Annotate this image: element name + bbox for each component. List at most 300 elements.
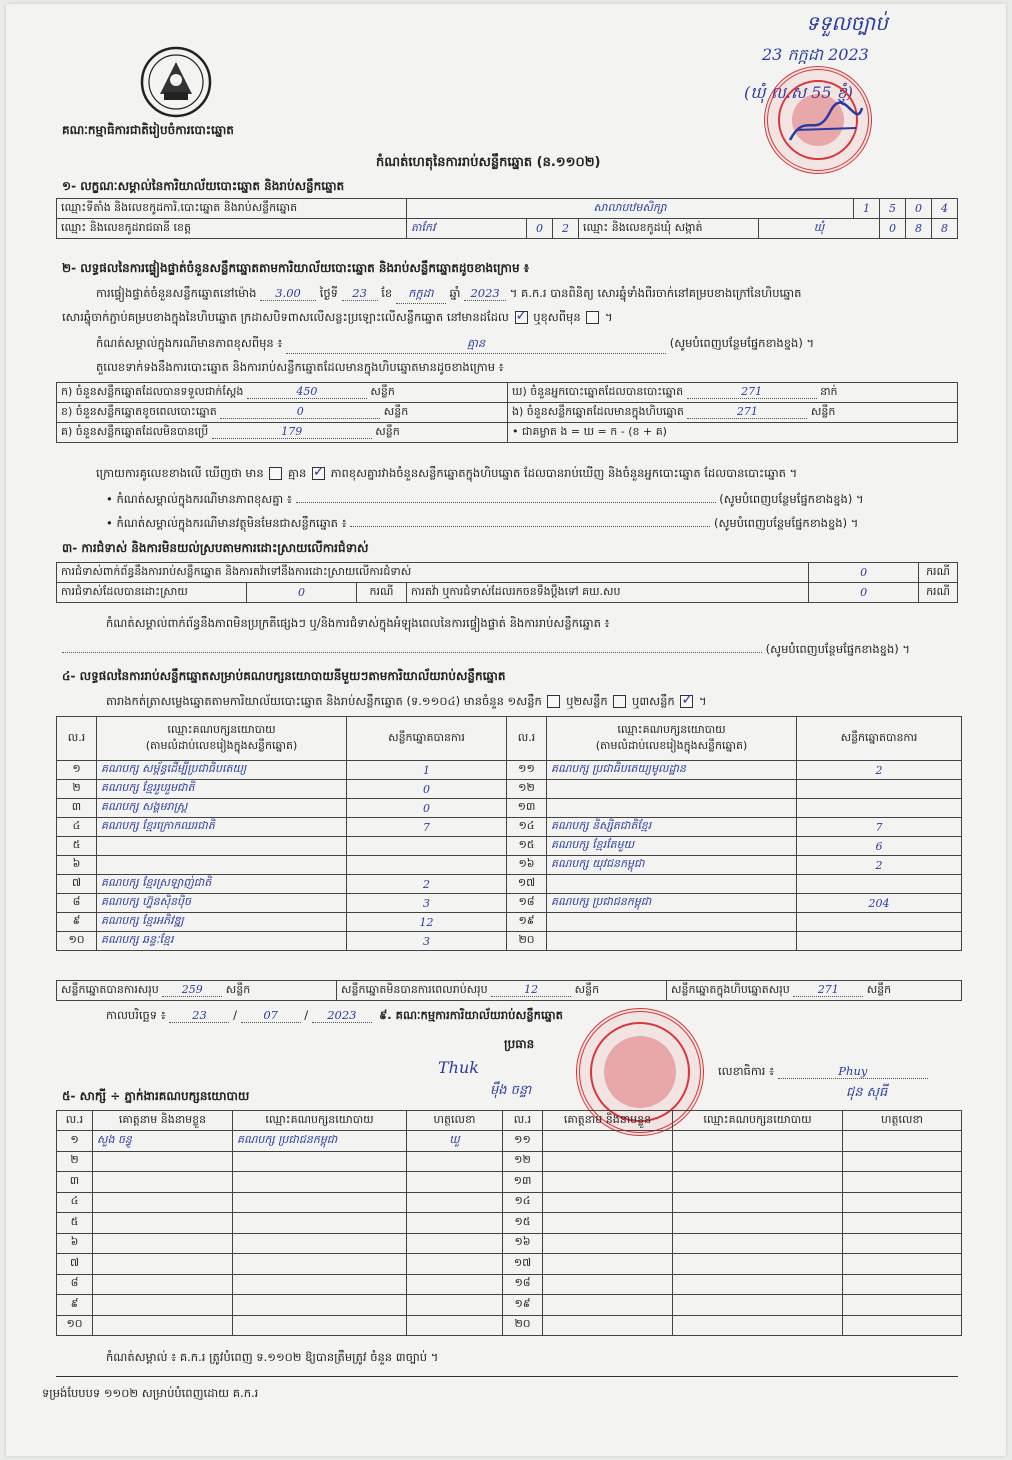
w-row-name-right xyxy=(543,1295,673,1316)
w-row-no-left: ១០ xyxy=(57,1315,93,1336)
w-row-sign-left xyxy=(407,1192,503,1213)
w-row-sign-left xyxy=(407,1254,503,1275)
w-row-name-right xyxy=(543,1192,673,1213)
one-sheet-checkbox[interactable] xyxy=(547,695,560,708)
witness-table xyxy=(56,1110,962,1336)
w-row-name-left xyxy=(93,1295,233,1316)
form-title: កំណត់ហេតុនៃការរាប់សន្លឹកឆ្នោត (ន.១១០២) xyxy=(376,155,601,170)
total-box-cell xyxy=(667,981,962,1001)
bullet2-label: • កំណត់សម្គាល់ក្នុងករណីមានវត្ថុមិនមែនជាសន្លឹកឆ្នោត ៖ xyxy=(106,516,347,530)
note1-value: គ្មាន xyxy=(286,336,666,354)
footnote: កំណត់សម្គាល់ ៖ គ.ក.រ ត្រូវបំពេញ ទ.១១០២ ឱ្យបានត្រឹមត្រូវ ចំនួន ៣ច្បាប់ ។ xyxy=(106,1350,439,1364)
received-note: ទទួលច្បាប់ xyxy=(806,11,888,35)
location-code-2: 5 xyxy=(880,199,906,219)
section4-title: ៤- លទ្ធផលនៃការរាប់សន្លឹកឆ្នោតសម្រាប់គណបក្សនយោបាយនីមួយៗតាមការិយាល័យរាប់សន្លឹកឆ្នោត xyxy=(62,669,506,683)
w-row-sign-right xyxy=(843,1213,962,1234)
section1-title: ១- លក្ខណៈសម្គាល់នៃការិយាល័យបោះឆ្នោត និងរាប់សន្លឹកឆ្នោត xyxy=(62,179,345,193)
seal-changed-label: ឬខុសពីមុន xyxy=(533,310,581,324)
col-party-right-title: ឈ្មោះគណបក្សនយោបាយ xyxy=(617,722,726,736)
complaints-unit: ករណី xyxy=(919,563,958,583)
w-row-no-right: ១៤ xyxy=(503,1192,543,1213)
row-party-left: គណបក្ស ខ្មែរអភិវឌ្ឍ xyxy=(97,913,347,932)
w-row-name-left xyxy=(93,1254,233,1275)
date-day: 23 xyxy=(169,1008,229,1023)
w-row-name-left: សួង ចន្ធូ xyxy=(93,1131,233,1152)
row-no-right: ១៣ xyxy=(507,799,547,818)
compare-rest: ភាពខុសគ្នារវាងចំនួនសន្លឹកឆ្នោតក្នុងហិបឆ្នោត ដែលបានរាប់ឃើញ និងចំនួនអ្នកបោះឆ្នោត ដែលបានបោះឆ្នោត ។ xyxy=(330,466,798,480)
bullet1-label: • កំណត់សម្គាល់ក្នុងករណីមានភាពខុសគ្នា ៖ xyxy=(106,492,292,506)
total-invalid-unit: សន្លឹក xyxy=(574,982,600,996)
commune-value: ឃុំ xyxy=(759,219,880,239)
w-row-sign-right xyxy=(843,1192,962,1213)
secretary-signature: Phuy xyxy=(778,1064,928,1079)
verification-month-label: ខែ xyxy=(381,286,393,300)
row-votes-left: 12 xyxy=(347,913,507,932)
unused-ballots-label: គ) ចំនួនសន្លឹកឆ្នោតដែលមិនបានប្រើ xyxy=(61,424,209,438)
box-ballots-cell xyxy=(508,403,958,423)
row-no-right: ១៧ xyxy=(507,875,547,894)
section3-title: ៣- ការជំទាស់ និងការមិនយល់ស្របតាមការដោះស្រាយលើការជំទាស់ xyxy=(62,541,369,555)
w-row-party-right xyxy=(673,1274,843,1295)
bullet1-suffix: (សូមបំពេញបន្ថែមផ្នែកខាងខ្នង) ។ xyxy=(719,492,864,506)
w-row-no-right: ១៩ xyxy=(503,1295,543,1316)
total-valid-label: សន្លឹកឆ្នោតបានការសរុប xyxy=(61,982,159,996)
resolved-unit: ករណី xyxy=(357,583,407,603)
w-row-name-right xyxy=(543,1274,673,1295)
verification-year: 2023 xyxy=(464,286,506,301)
difference-yes-checkbox[interactable] xyxy=(269,467,282,480)
row-no-left: ៥ xyxy=(57,837,97,856)
w-row-party-left: គណបក្ស ប្រជាជនកម្ពុជា xyxy=(233,1131,407,1152)
w-row-party-left xyxy=(233,1172,407,1193)
spoiled-ballots-cell xyxy=(57,403,508,423)
w-row-sign-right xyxy=(843,1274,962,1295)
w-row-sign-right xyxy=(843,1315,962,1336)
province-code-2: 2 xyxy=(553,219,579,239)
w-row-sign-right xyxy=(843,1131,962,1152)
row-votes-right xyxy=(797,799,962,818)
compare-label: ក្រោយការគូលេខខាងលើ ឃើញថា មាន xyxy=(96,466,264,480)
w-row-party-right xyxy=(673,1233,843,1254)
row-party-left: គណបក្ស សម្ព័ន្ធដើម្បីប្រជាធិបតេយ្យ xyxy=(97,761,347,780)
col-party-left-sub: (តាមលំដាប់លេខរៀងក្នុងសន្លឹកឆ្នោត) xyxy=(145,738,298,752)
verification-time-label: ការផ្ទៀងផ្ទាត់ចំនួនសន្លឹកឆ្នោតនៅម៉ោង xyxy=(96,286,257,300)
table-row xyxy=(57,780,962,799)
section1-table xyxy=(56,198,958,239)
verification-time: 3.00 xyxy=(260,286,316,301)
section4-intro-line: តារាងកត់ត្រាសម្លេងឆ្នោតតាមការិយាល័យបោះឆ្នោត និងរាប់សន្លឹកឆ្នោត (ទ.១១០៤) មានចំនួន ១សន្លឹក ឬ២សន្លឹក ឬ៣សន្លឹក ✓ ។ xyxy=(106,694,707,711)
w-col-name-right: គោត្តនាម និងនាមខ្លួន xyxy=(543,1111,673,1131)
w-row-name-left xyxy=(93,1315,233,1336)
w-row-party-right xyxy=(673,1315,843,1336)
w-row-no-right: ១៦ xyxy=(503,1233,543,1254)
w-row-no-left: ១ xyxy=(57,1131,93,1152)
w-row-party-left xyxy=(233,1151,407,1172)
w-row-no-left: ៩ xyxy=(57,1295,93,1316)
w-row-sign-left xyxy=(407,1151,503,1172)
col-votes-left: សន្លឹកឆ្នោតបានការ xyxy=(347,717,507,761)
formula-cell: • ជាគម្លាត ង = ឃ = ក - (ខ + គ) xyxy=(508,423,958,443)
box-ballots-value: 271 xyxy=(687,405,807,419)
party-results-body xyxy=(57,761,962,951)
w-col-name-left: គោត្តនាម និងនាមខ្លួន xyxy=(93,1111,233,1131)
received-date: 23 កក្កដា 2023 xyxy=(762,45,869,64)
w-col-sign-right: ហត្ថលេខា xyxy=(843,1111,962,1131)
row-votes-right: 6 xyxy=(797,837,962,856)
table-row xyxy=(57,1274,962,1295)
voters-label: ឃ) ចំនួនអ្នកបោះឆ្នោតដែលបានបោះឆ្នោត xyxy=(512,384,684,398)
col-votes-right: សន្លឹកឆ្នោតបានការ xyxy=(797,717,962,761)
w-row-name-right xyxy=(543,1315,673,1336)
w-col-party-right: ឈ្មោះគណបក្សនយោបាយ xyxy=(673,1111,843,1131)
appeal-value: 0 xyxy=(809,583,919,603)
row-party-left xyxy=(97,856,347,875)
row-no-left: ៣ xyxy=(57,799,97,818)
three-sheets-checkbox[interactable] xyxy=(680,695,693,708)
province-code-1: 0 xyxy=(527,219,553,239)
row-party-right: គណបក្ស ខ្មែរតែមួយ xyxy=(547,837,797,856)
figures-table xyxy=(56,382,958,443)
w-row-sign-left xyxy=(407,1295,503,1316)
committee-label: ៩. គណៈកម្មការការិយាល័យរាប់សន្លឹកឆ្នោត xyxy=(379,1008,563,1022)
two-sheets-label: ឬ២សន្លឹក xyxy=(566,694,608,708)
table-row xyxy=(57,1131,962,1152)
complaints-label: ការជំទាស់ពាក់ព័ន្ធនឹងការរាប់សន្លឹកឆ្នោត និងការតវ៉ាទៅនឹងការដោះស្រាយលើការជំទាស់ xyxy=(57,563,809,583)
row-votes-left: 2 xyxy=(347,875,507,894)
location-code-4: 4 xyxy=(932,199,958,219)
party-results-table xyxy=(56,716,962,951)
row-no-left: ១ xyxy=(57,761,97,780)
bullet1-line xyxy=(106,492,864,509)
row-votes-left: 7 xyxy=(347,818,507,837)
table-row xyxy=(57,1192,962,1213)
w-row-name-left xyxy=(93,1192,233,1213)
row-no-right: ២០ xyxy=(507,932,547,951)
unused-ballots-unit: សន្លឹក xyxy=(375,424,400,438)
row-no-right: ១១ xyxy=(507,761,547,780)
w-row-party-left xyxy=(233,1254,407,1275)
seal-intact-checkbox[interactable] xyxy=(515,311,528,324)
location-label: ឈ្មោះទីតាំង និងលេខកូដការិ.បោះឆ្នោត និងរាប់សន្លឹកឆ្នោត xyxy=(57,199,407,219)
total-valid-cell xyxy=(57,981,337,1001)
row-no-right: ១២ xyxy=(507,780,547,799)
form-reference: ទម្រង់បែបបទ ១១០២ សម្រាប់បំពេញដោយ គ.ក.រ xyxy=(42,1386,259,1400)
w-row-sign-left: ឃួ xyxy=(407,1131,503,1152)
table-row xyxy=(57,1233,962,1254)
w-row-name-right xyxy=(543,1172,673,1193)
w-row-party-left xyxy=(233,1233,407,1254)
received-ref: (ឃុំ ល.ស 55 ខ្ញុំ) xyxy=(744,83,854,102)
w-row-no-right: ១១ xyxy=(503,1131,543,1152)
section3-note: កំណត់សម្គាល់ពាក់ព័ន្ធនឹងភាពមិនប្រក្រតីផ្សេងៗ ឬ/និងការជំទាស់ក្នុងអំឡុងពេលនៃការផ្ទៀងផ្ទាត់ និងការរាប់សន្លឹកឆ្នោត ៖ xyxy=(106,616,610,630)
w-row-name-right xyxy=(543,1151,673,1172)
verification-month: កក្កដា xyxy=(396,286,446,304)
w-row-name-right xyxy=(543,1254,673,1275)
row-no-right: ១៦ xyxy=(507,856,547,875)
row-no-right: ១៥ xyxy=(507,837,547,856)
voters-unit: នាក់ xyxy=(820,384,838,398)
witness-body xyxy=(57,1131,962,1336)
table-row xyxy=(57,1315,962,1336)
w-row-sign-left xyxy=(407,1233,503,1254)
w-row-sign-right xyxy=(843,1151,962,1172)
spoiled-ballots-label: ខ) ចំនួនសន្លឹកឆ្នោតខូចពេលបោះឆ្នោត xyxy=(61,404,217,418)
table-row xyxy=(57,894,962,913)
secretary-label: លេខាធិការ xyxy=(718,1064,766,1078)
total-invalid-value: 12 xyxy=(491,983,571,997)
row-votes-left xyxy=(347,856,507,875)
province-label: ឈ្មោះ និងលេខកូដរាជធានី ខេត្ត xyxy=(57,219,407,239)
table-row xyxy=(57,913,962,932)
w-row-party-right xyxy=(673,1151,843,1172)
section3-note-line xyxy=(62,642,910,659)
table-row xyxy=(57,799,962,818)
row-no-left: ២ xyxy=(57,780,97,799)
table-row xyxy=(57,1213,962,1234)
row-votes-right xyxy=(797,913,962,932)
w-row-sign-right xyxy=(843,1254,962,1275)
verification-line xyxy=(96,286,801,304)
w-row-party-right xyxy=(673,1254,843,1275)
appeal-label: ការតវ៉ា ឬការជំទាស់ដែលរកចនទឹងប្តឹងទៅ គឃ.សប xyxy=(407,583,809,603)
table-row xyxy=(57,1172,962,1193)
w-row-sign-left xyxy=(407,1172,503,1193)
w-row-no-right: ១២ xyxy=(503,1151,543,1172)
note1-suffix: (សូមបំពេញបន្ថែមផ្នែកខាងខ្នង) ។ xyxy=(669,336,815,350)
box-ballots-label: ង) ចំនួនសន្លឹកឆ្នោតដែលមានក្នុងហិបឆ្នោត xyxy=(512,404,684,418)
totals-table xyxy=(56,980,962,1001)
bullet2-suffix: (សូមបំពេញបន្ថែមផ្នែកខាងខ្នង) ។ xyxy=(713,516,859,530)
row-party-left xyxy=(97,837,347,856)
row-votes-left: 0 xyxy=(347,799,507,818)
w-row-no-left: ២ xyxy=(57,1151,93,1172)
table-row xyxy=(57,1151,962,1172)
w-row-sign-left xyxy=(407,1274,503,1295)
received-ballots-value: 450 xyxy=(247,385,367,399)
row-party-right xyxy=(547,913,797,932)
row-party-right: គណបក្ស ប្រជាធិបតេយ្យមូលដ្ឋាន xyxy=(547,761,797,780)
w-col-no-right: ល.រ xyxy=(503,1111,543,1131)
appeal-unit: ករណី xyxy=(919,583,958,603)
spoiled-ballots-unit: សន្លឹក xyxy=(383,404,409,418)
w-row-no-right: ១៨ xyxy=(503,1274,543,1295)
section2-title: ២- លទ្ធផលនៃការផ្ទៀងផ្ទាត់ចំនួនសន្លឹកឆ្នោតតាមការិយាល័យបោះឆ្នោត និងរាប់សន្លឹកឆ្នោតដូចខាងក្រោម ៖ xyxy=(62,261,530,275)
col-no-right: ល.រ xyxy=(507,717,547,761)
commune-code-2: 8 xyxy=(906,219,932,239)
received-ballots-cell xyxy=(57,383,508,403)
nec-emblem-logo xyxy=(138,44,214,120)
compare-line xyxy=(96,466,797,483)
w-row-party-right xyxy=(673,1213,843,1234)
figures-intro: តួលេខទាក់ទងនឹងការបោះឆ្នោត និងការរាប់សន្លឹកឆ្នោតដែលមានក្នុងហិបឆ្នោតមានដូចខាងក្រោម ៖ xyxy=(96,360,504,374)
row-party-right xyxy=(547,780,797,799)
col-no-left: ល.រ xyxy=(57,717,97,761)
section3-note-suffix: (សូមបំពេញបន្ថែមផ្នែកខាងខ្នង) ។ xyxy=(765,642,910,656)
table-row xyxy=(57,1295,962,1316)
difference-no-checkbox[interactable] xyxy=(312,467,325,480)
table-row xyxy=(57,761,962,780)
col-party-right-sub: (តាមលំដាប់លេខរៀងក្នុងសន្លឹកឆ្នោត) xyxy=(595,738,748,752)
w-row-party-left xyxy=(233,1295,407,1316)
secretary-name: ជុន សុធី xyxy=(846,1085,888,1100)
complaints-table xyxy=(56,562,958,603)
difference-no-label: គ្មាន xyxy=(288,466,307,480)
verification-text: ។ គ.ក.រ បានពិនិត្យ សោរឆ្នុំទាំងពីរចាក់នៅគម្របខាងក្រៅនៃហិបឆ្នោត xyxy=(509,286,802,300)
w-row-sign-left xyxy=(407,1213,503,1234)
commune-code-1: 0 xyxy=(880,219,906,239)
commune-code-3: 8 xyxy=(932,219,958,239)
total-invalid-label: សន្លឹកឆ្នោតមិនបានការពេលរាប់សរុប xyxy=(341,982,488,996)
total-box-value: 271 xyxy=(793,983,863,997)
row-party-right: គណបក្ស ប្រជាជនកម្ពុជា xyxy=(547,894,797,913)
w-col-party-left: ឈ្មោះគណបក្សនយោបាយ xyxy=(233,1111,407,1131)
row-party-right: គណបក្ស និស្សិតជាតិខ្មែរ xyxy=(547,818,797,837)
w-row-party-left xyxy=(233,1192,407,1213)
seal-text: សោរឆ្នុំចាក់ភ្ជាប់គម្របខាងក្នុងនៃហិបឆ្នោត ក្រដាសបិទពាសលើសន្លះប្រឡោះលើសន្លឹកឆ្នោត នៅមានដដែល xyxy=(62,310,509,324)
w-row-no-left: ៥ xyxy=(57,1213,93,1234)
received-ballots-unit: សន្លឹក xyxy=(370,384,395,398)
table-row xyxy=(57,837,962,856)
row-votes-right xyxy=(797,780,962,799)
total-valid-value: 259 xyxy=(162,983,222,997)
row-votes-left: 0 xyxy=(347,780,507,799)
bullet2-line xyxy=(106,516,858,533)
date-year: 2023 xyxy=(312,1008,372,1023)
row-party-right xyxy=(547,799,797,818)
row-party-left: គណបក្ស សង្គមរាស្ត្រ xyxy=(97,799,347,818)
two-sheets-checkbox[interactable] xyxy=(613,695,626,708)
row-no-right: ១៩ xyxy=(507,913,547,932)
complaints-value: 0 xyxy=(809,563,919,583)
w-row-no-left: ៨ xyxy=(57,1274,93,1295)
row-party-right xyxy=(547,932,797,951)
w-row-name-left xyxy=(93,1233,233,1254)
unused-ballots-value: 179 xyxy=(212,425,372,439)
seal-changed-checkbox[interactable] xyxy=(586,311,599,324)
w-row-name-right xyxy=(543,1233,673,1254)
row-votes-left: 3 xyxy=(347,932,507,951)
date-label: កាលបរិច្ឆេទ ៖ xyxy=(106,1008,166,1022)
secretary-line: លេខាធិការ ៖ Phuy xyxy=(718,1064,928,1081)
box-ballots-unit: សន្លឹក xyxy=(810,404,836,418)
w-row-party-left xyxy=(233,1213,407,1234)
w-row-name-left xyxy=(93,1274,233,1295)
location-value: សាលាបឋមសិក្សា xyxy=(407,199,854,219)
row-votes-right: 204 xyxy=(797,894,962,913)
location-code-3: 0 xyxy=(906,199,932,219)
row-votes-right xyxy=(797,875,962,894)
w-row-party-left xyxy=(233,1274,407,1295)
w-row-party-right xyxy=(673,1192,843,1213)
footer-divider xyxy=(56,1376,958,1377)
location-code-1: 1 xyxy=(854,199,880,219)
voters-value: 271 xyxy=(687,385,817,399)
table-row xyxy=(57,1254,962,1275)
date-month: 07 xyxy=(241,1008,301,1023)
w-row-name-right xyxy=(543,1131,673,1152)
unused-ballots-cell xyxy=(57,423,508,443)
table-row xyxy=(57,875,962,894)
total-box-unit: សន្លឹក xyxy=(866,982,892,996)
row-votes-right xyxy=(797,932,962,951)
w-row-sign-right xyxy=(843,1295,962,1316)
row-party-left: គណបក្ស ខ្មែរស្រឡាញ់ជាតិ xyxy=(97,875,347,894)
row-votes-right: 2 xyxy=(797,761,962,780)
col-party-left xyxy=(97,717,347,761)
section5-title: ៥- សាក្សី ÷ ភ្នាក់ងារគណបក្សនយោបាយ xyxy=(62,1089,250,1103)
total-invalid-cell xyxy=(337,981,667,1001)
row-party-left: គណបក្ស ខ្មែរក្រោកឈរជាតិ xyxy=(97,818,347,837)
form-paper xyxy=(6,4,1006,1456)
w-row-no-right: ១៥ xyxy=(503,1213,543,1234)
w-row-party-right xyxy=(673,1131,843,1152)
row-no-left: ៦ xyxy=(57,856,97,875)
w-col-no-left: ល.រ xyxy=(57,1111,93,1131)
seal-line: សោរឆ្នុំចាក់ភ្ជាប់គម្របខាងក្នុងនៃហិបឆ្នោត ក្រដាសបិទពាសលើសន្លះប្រឡោះលើសន្លឹកឆ្នោត នៅមានដដែល ✓ ឬខុសពីមុន ។ xyxy=(62,310,613,327)
w-row-sign-left xyxy=(407,1315,503,1336)
verification-day: 23 xyxy=(342,286,378,301)
w-row-party-right xyxy=(673,1172,843,1193)
w-row-no-left: ៦ xyxy=(57,1233,93,1254)
resolved-label: ការជំទាស់ដែលបានដោះស្រាយ xyxy=(57,583,247,603)
row-no-left: ៤ xyxy=(57,818,97,837)
row-party-left: គណបក្ស ហ្វ៊ុនស៊ិនប៉ិច xyxy=(97,894,347,913)
row-party-right: គណបក្ស យុវជនកម្ពុជា xyxy=(547,856,797,875)
verification-year-label: ឆ្នាំ xyxy=(449,286,461,300)
three-sheets-label: ឬ៣សន្លឹក xyxy=(632,694,675,708)
row-party-left: គណបក្ស ខ្មែររួបរួមជាតិ xyxy=(97,780,347,799)
table-row xyxy=(57,856,962,875)
row-no-right: ១៨ xyxy=(507,894,547,913)
w-row-no-left: ៤ xyxy=(57,1192,93,1213)
w-row-name-left xyxy=(93,1151,233,1172)
row-no-left: ៨ xyxy=(57,894,97,913)
row-votes-right: 7 xyxy=(797,818,962,837)
resolved-value: 0 xyxy=(247,583,357,603)
w-row-sign-right xyxy=(843,1172,962,1193)
w-row-no-right: ១៧ xyxy=(503,1254,543,1275)
row-no-left: ៩ xyxy=(57,913,97,932)
total-valid-unit: សន្លឹក xyxy=(225,982,251,996)
verification-day-label: ថ្ងៃទី xyxy=(319,286,338,300)
section4-intro: តារាងកត់ត្រាសម្លេងឆ្នោតតាមការិយាល័យបោះឆ្នោត និងរាប់សន្លឹកឆ្នោត (ទ.១១០៤) មានចំនួន ១សន្លឹក xyxy=(106,694,542,708)
signature-top xyxy=(786,100,866,148)
voters-cell xyxy=(508,383,958,403)
president-name: ម៉ឹង ចន្ទា xyxy=(490,1083,532,1098)
row-votes-right: 2 xyxy=(797,856,962,875)
table-row xyxy=(57,932,962,951)
received-ballots-label: ក) ចំនួនសន្លឹកឆ្នោតដែលបានទទួលជាក់ស្តែង xyxy=(61,384,244,398)
president-label: ប្រធាន xyxy=(504,1037,535,1051)
total-box-label: សន្លឹកឆ្នោតក្នុងហិបឆ្នោតសរុប xyxy=(671,982,790,996)
row-party-left: គណបក្ស ឆន្ទៈខ្មែរ xyxy=(97,932,347,951)
province-value: តាកែវ xyxy=(407,219,527,239)
commune-label: ឈ្មោះ និងលេខកូដឃុំ សង្កាត់ xyxy=(579,219,759,239)
col-party-right xyxy=(547,717,797,761)
w-row-no-right: ២០ xyxy=(503,1315,543,1336)
organization-name: គណៈកម្មាធិការជាតិរៀបចំការបោះឆ្នោត xyxy=(62,123,234,137)
table-row xyxy=(57,818,962,837)
row-no-left: ៧ xyxy=(57,875,97,894)
spoiled-ballots-value: 0 xyxy=(220,405,380,419)
w-row-party-left xyxy=(233,1315,407,1336)
w-row-name-right xyxy=(543,1213,673,1234)
w-row-name-left xyxy=(93,1213,233,1234)
row-votes-left xyxy=(347,837,507,856)
w-row-sign-right xyxy=(843,1233,962,1254)
row-no-left: ១០ xyxy=(57,932,97,951)
col-party-left-title: ឈ្មោះគណបក្សនយោបាយ xyxy=(167,722,276,736)
